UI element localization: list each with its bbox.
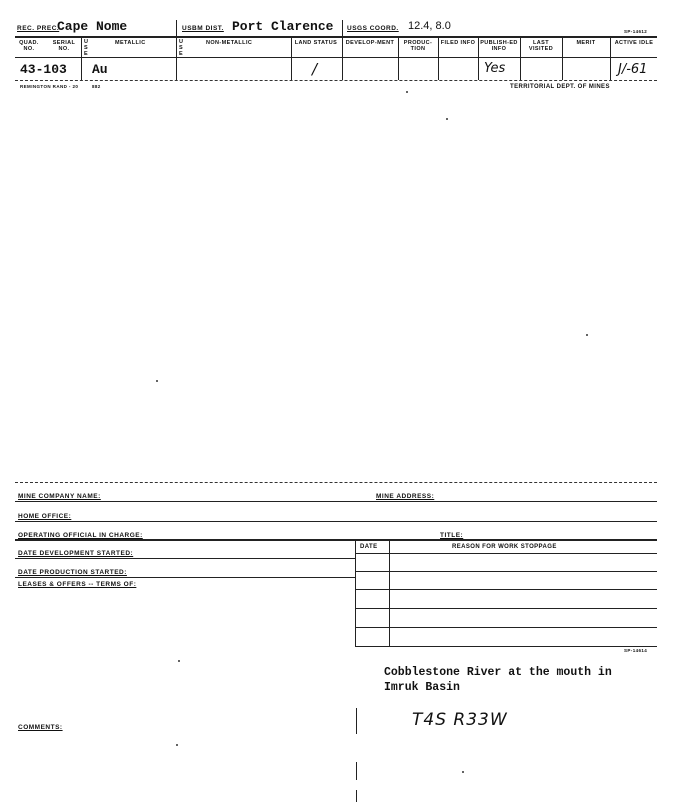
date-production-started-label: DATE PRODUCTION STARTED:	[18, 569, 127, 576]
col-development: DEVELOP-MENT	[345, 40, 395, 46]
form-number: SP-14612	[624, 29, 648, 34]
stoppage-col-divider	[389, 540, 390, 646]
divider	[610, 37, 611, 80]
scan-speck	[462, 771, 464, 773]
usbm-dist-label: USBM DIST.	[182, 25, 224, 32]
col-production: PRODUC-TION	[403, 40, 433, 52]
record-bottom-rule	[15, 80, 657, 81]
divider	[81, 37, 82, 80]
scan-speck	[176, 744, 178, 746]
col-serial-no: SERIAL NO.	[52, 40, 76, 52]
township-range: T4S R33W	[412, 710, 508, 730]
col-use-metallic: U S E	[84, 39, 89, 57]
col-published-info: PUBLISH-ED INFO	[480, 40, 518, 52]
mine-company-name-label: MINE COMPANY NAME:	[18, 493, 101, 500]
usbm-dist-value: Port Clarence	[232, 19, 334, 34]
col-last-visited: LAST VISITED	[528, 40, 554, 52]
col-filed-info: FILED INFO	[440, 40, 476, 46]
title-label: TITLE:	[440, 532, 464, 539]
card-top-rule	[15, 482, 657, 483]
col-non-metallic: NON-METALLIC	[206, 40, 253, 46]
location-line-1: Cobblestone River at the mouth in	[384, 666, 612, 679]
col-active-idle: ACTIVE IDLE	[614, 40, 654, 46]
column-header-rule	[15, 57, 657, 58]
col-quad-no: QUAD. NO.	[19, 40, 39, 52]
divider	[562, 37, 563, 80]
comments-divider	[356, 790, 357, 802]
printer-code: 882	[92, 84, 101, 89]
scan-speck	[156, 380, 158, 382]
scan-speck	[406, 91, 408, 93]
scan-speck	[446, 118, 448, 120]
rec-prec-value: Cape Nome	[57, 19, 128, 34]
record-active-idle: J/-61	[618, 62, 648, 77]
stoppage-rule	[355, 571, 657, 572]
mine-address-label: MINE ADDRESS:	[376, 493, 435, 500]
form-rule	[15, 521, 657, 522]
record-published-info: Yes	[484, 61, 506, 76]
scan-speck	[586, 334, 588, 336]
divider	[342, 20, 343, 36]
divider	[438, 37, 439, 80]
divider	[478, 37, 479, 80]
divider	[176, 20, 177, 36]
stoppage-date-header: DATE	[360, 544, 378, 550]
usgs-coord-value: 12.4, 8.0	[408, 20, 451, 32]
stoppage-rule	[355, 589, 657, 590]
form-number-2: SP-14614	[624, 648, 648, 653]
comments-divider	[356, 708, 357, 734]
col-merit: MERIT	[576, 40, 596, 46]
stoppage-rule	[355, 627, 657, 628]
stoppage-rule	[355, 553, 657, 554]
col-use-nonmetallic: U S E	[179, 39, 184, 57]
form-rule	[15, 577, 355, 578]
leases-offers-label: LEASES & OFFERS -- TERMS OF:	[18, 581, 137, 588]
date-development-started-label: DATE DEVELOPMENT STARTED:	[18, 550, 134, 557]
form-rule	[15, 501, 657, 502]
printer-mark: REMINGTON RAND - 20	[20, 84, 79, 89]
rec-prec-label: REC. PREC.	[17, 25, 60, 32]
stoppage-rule	[355, 608, 657, 609]
col-land-status: LAND STATUS	[294, 40, 338, 46]
divider	[176, 37, 177, 80]
usgs-coord-label: USGS COORD.	[347, 25, 399, 32]
location-line-2: Imruk Basin	[384, 681, 460, 694]
col-metallic: METALLIC	[115, 40, 146, 46]
comments-label: COMMENTS:	[18, 724, 63, 731]
form-rule	[15, 558, 355, 559]
record-land-status: /	[312, 60, 318, 78]
record-metallic: Au	[92, 62, 108, 77]
comments-divider	[356, 762, 357, 780]
divider	[520, 37, 521, 80]
header-rule	[15, 36, 657, 38]
stoppage-col-divider	[355, 540, 356, 646]
scan-speck	[178, 660, 180, 662]
department-label: TERRITORIAL DEPT. OF MINES	[510, 84, 610, 90]
divider	[398, 37, 399, 80]
record-quad-serial: 43-103	[20, 62, 67, 77]
operating-official-label: OPERATING OFFICIAL IN CHARGE:	[18, 532, 143, 539]
form-rule	[15, 539, 657, 541]
divider	[342, 37, 343, 80]
home-office-label: HOME OFFICE:	[18, 513, 72, 520]
stoppage-rule	[355, 646, 657, 647]
stoppage-reason-header: REASON FOR WORK STOPPAGE	[452, 544, 557, 550]
divider	[291, 37, 292, 80]
